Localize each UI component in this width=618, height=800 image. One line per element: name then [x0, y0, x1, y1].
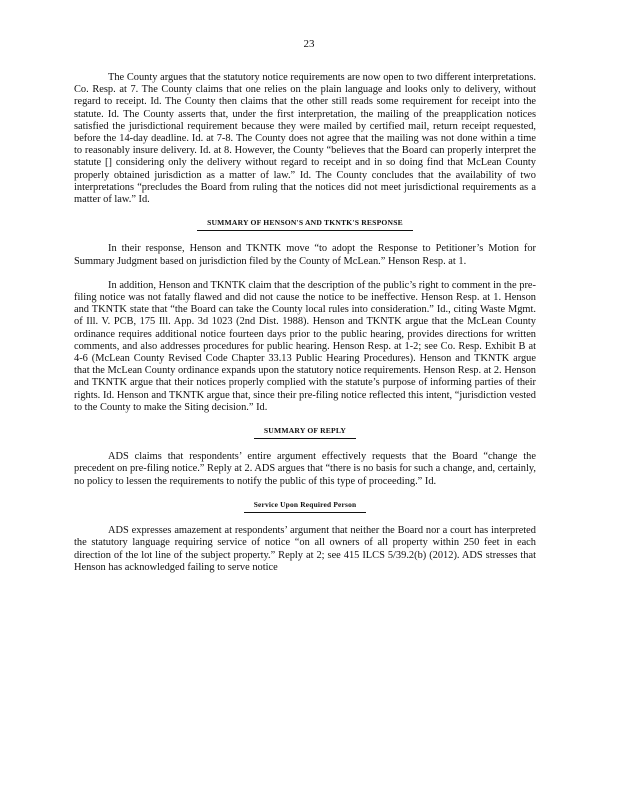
paragraph-county-argues: The County argues that the statutory notice requirements are now open to two different interpretations. Co. Resp. at 7. The County claims that one relies on the plain language and looks only to delivery, without regard to receipt. Id. The County then claims that the other still reads some requirement for receipt into the statute. Id. The County asserts that, under the first interpretation, the mailing of the preapplication notices satisfied the jurisdictional requirement because they were mailed by certified mail, return receipt requested, before the 14-day deadline. Id. at 7-8. The County does not agree that the mailing was not done within a time to reasonably insure delivery. Id. at 8. However, the County “believes that the Board can properly interpret the statute [] considering only the delivery without regard to receipt and in so doing find that McLean County properly obtained jurisdiction as a matter of law.” Id. The County concludes that the availability of two interpretations “precludes the Board from ruling that the notices did not meet jurisdictional requirements as a matter of law.” Id.	[74, 72, 536, 206]
paragraph-service-amazement: ADS expresses amazement at respondents’ argument that neither the Board nor a court has interpreted the statutory language requiring service of notice “on all owners of all property within 250 feet in each direction of the lot line of the subject property.” Reply at 2; see 415 ILCS 5/39.2(b) (2012). ADS stresses that Henson has acknowledged failing to serve notice	[74, 525, 536, 573]
section-heading-reply-text: SUMMARY OF REPLY	[254, 425, 356, 439]
section-heading-service	[74, 499, 536, 513]
paragraph-response-adopt: In their response, Henson and TKNTK move “to adopt the Response to Petitioner’s Motion for Summary Judgment based on jurisdiction filed by the County of McLean.” Henson Resp. at 1.	[74, 243, 536, 267]
page-number: 23	[303, 38, 315, 50]
paragraph-response-addition: In addition, Henson and TKNTK claim that the description of the public’s right to comment in the pre-filing notice was not fatally flawed and did not cause the notice to be ineffective. Henson Resp. at 1. Henson and TKNTK state that “the Board can take the County local rules into consideration.” Id., citing Waste Mgmt. of Ill. V. PCB, 175 Ill. App. 3d 1023 (2nd Dist. 1988). Henson and TKNTK argue that the McLean County ordinance requires additional notice fourteen days prior to the public hearing, provides directions for written comments, and also addresses procedures for public hearing. Henson Resp. at 1-2; see Co. Resp. Exhibit B at 4-6 (McLean County Revised Code Chapter 33.13 Public Hearing Procedures). Henson and TKNTK argue that the McLean County ordinance expands upon the statutory notice requirements. Henson Resp. at 2. Henson and TKNTK argue that their notices properly complied with the statute’s purpose of informing parties of their rights. Id. Henson and TKNTK argue that, since their pre-filing notice reflected this intent, “jurisdiction vested to the County to make the Siting decision.” Id.	[74, 279, 536, 413]
section-heading-reply	[74, 425, 536, 439]
paragraph-reply-ads-claims: ADS claims that respondents’ entire argument effectively requests that the Board “change the precedent on pre-filing notice.” Reply at 2. ADS argues that “there is no basis for such a change, and, certainly, no policy to lessen the requirements to notify the public of this type of proceeding.” Id.	[74, 451, 536, 487]
section-heading-response-text: SUMMARY OF HENSON'S AND TKNTK'S RESPONSE	[197, 217, 413, 231]
section-heading-service-text: Service Upon Required Person	[244, 499, 367, 513]
document-body	[74, 72, 536, 574]
section-heading-response	[74, 217, 536, 231]
